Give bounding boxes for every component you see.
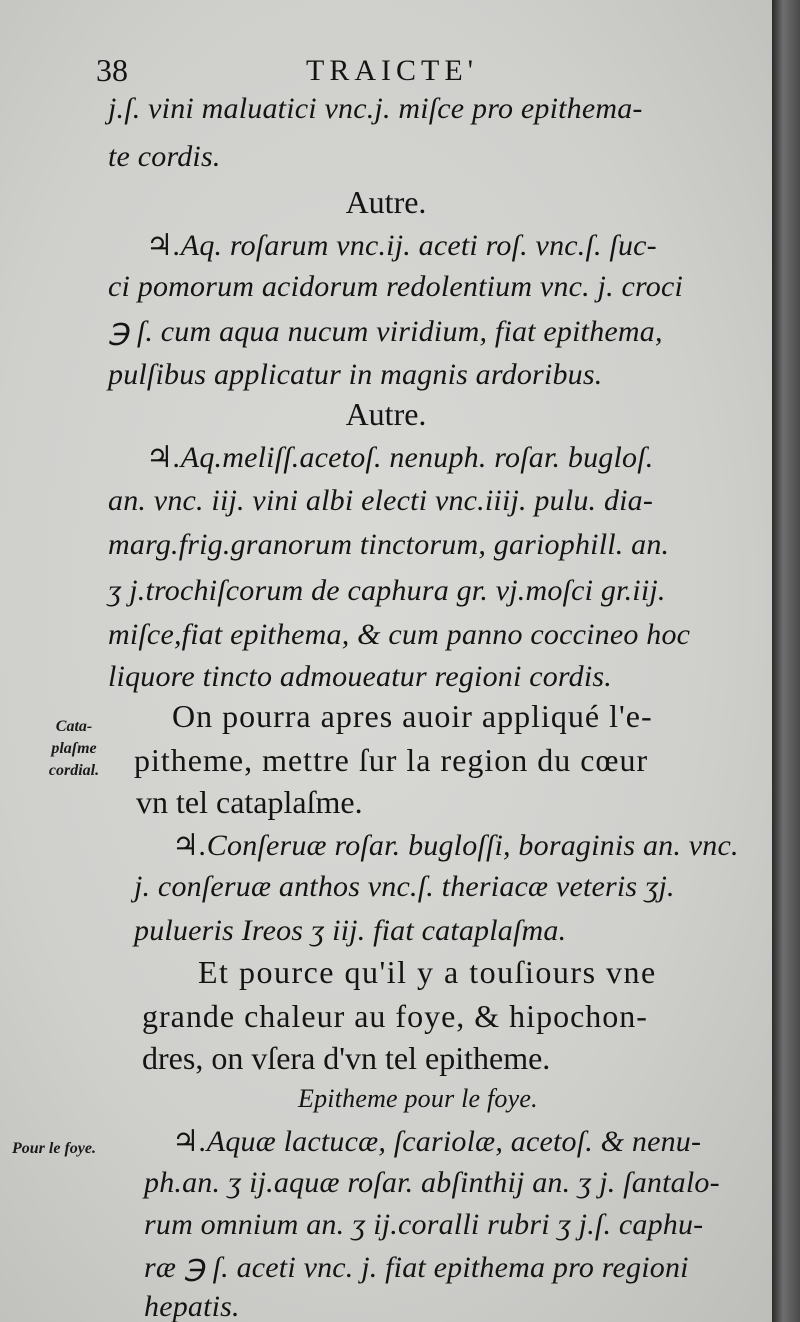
text-line: ♃.Aq. roſarum vnc.ij. aceti roſ. vnc.ſ. ſuc- xyxy=(146,229,657,262)
page-number: 38 xyxy=(96,52,128,88)
text-line: pitheme, mettre ſur la region du cœur xyxy=(134,742,649,778)
text-line: an. vnc. iij. vini albi electi vnc.iiij. pulu. dia- xyxy=(108,484,654,517)
text-line: pulſibus applicatur in magnis ardoribus. xyxy=(108,358,603,391)
margin-note-line: plaſme xyxy=(51,740,97,757)
text-line: dres, on vſera d'vn tel epitheme. xyxy=(142,1040,551,1076)
text-line: grande chaleur au foye, & hipochon- xyxy=(142,998,648,1034)
margin-note-cataplasme xyxy=(42,716,106,782)
text-line: ph.an. ʒ ij.aquæ roſar. abſinthij an. ʒ j. ſantalo- xyxy=(144,1166,720,1199)
section-heading: Autre. xyxy=(345,396,427,432)
text-line: j.ſ. vini maluatici vnc.j. miſce pro epithema- xyxy=(108,92,643,125)
section-heading: Epitheme pour le foye. xyxy=(298,1084,538,1113)
text-line: rum omnium an. ʒ ij.coralli rubri ʒ j.ſ. caphu- xyxy=(144,1208,704,1241)
running-title: TRAICTE' xyxy=(306,54,479,87)
book-edge xyxy=(772,0,800,1322)
text-line: ♃.Aquæ lactucæ, ſcariolæ, acetoſ. & nenu- xyxy=(172,1125,702,1158)
text-line: liquore tincto admoueatur regioni cordis. xyxy=(108,660,612,693)
text-line: Et pource qu'il y a touſiours vne xyxy=(198,954,657,990)
text-line: ʒ j.trochiſcorum de caphura gr. vj.moſci gr.iij. xyxy=(108,574,666,607)
text-line: miſce,fiat epithema, & cum panno coccineo hoc xyxy=(108,618,691,651)
text-line: marg.frig.granorum tinctorum, gariophill. an. xyxy=(108,528,670,561)
text-line: ræ ℈ ſ. aceti vnc. j. fiat epithema pro regioni xyxy=(144,1251,689,1284)
text-line: ci pomorum acidorum redolentium vnc. j. croci xyxy=(108,270,684,303)
margin-note-line: cordial. xyxy=(48,762,100,779)
text-line: ♃.Conſeruæ roſar. bugloſſi, boraginis an. vnc. xyxy=(172,829,739,862)
text-line: te cordis. xyxy=(108,140,221,173)
text-line: vn tel cataplaſme. xyxy=(136,784,363,820)
text-line: ℈ ſ. cum aqua nucum viridium, fiat epithema, xyxy=(108,315,663,348)
text-line: hepatis. xyxy=(144,1290,240,1322)
margin-note-foye: Pour le foye. xyxy=(12,1140,96,1157)
page-header xyxy=(96,52,736,92)
text-line: pulueris Ireos ʒ iij. fiat cataplaſma. xyxy=(134,914,567,947)
margin-note-line: Cata- xyxy=(55,718,93,735)
text-line: ♃.Aq.meliſſ.acetoſ. nenuph. roſar. bugloſ. xyxy=(146,441,654,474)
text-line: On pourra apres auoir appliqué l'e- xyxy=(172,698,653,734)
text-line: j. conſeruæ anthos vnc.ſ. theriacæ veteris ʒj. xyxy=(134,870,675,903)
section-heading: Autre. xyxy=(345,184,427,220)
